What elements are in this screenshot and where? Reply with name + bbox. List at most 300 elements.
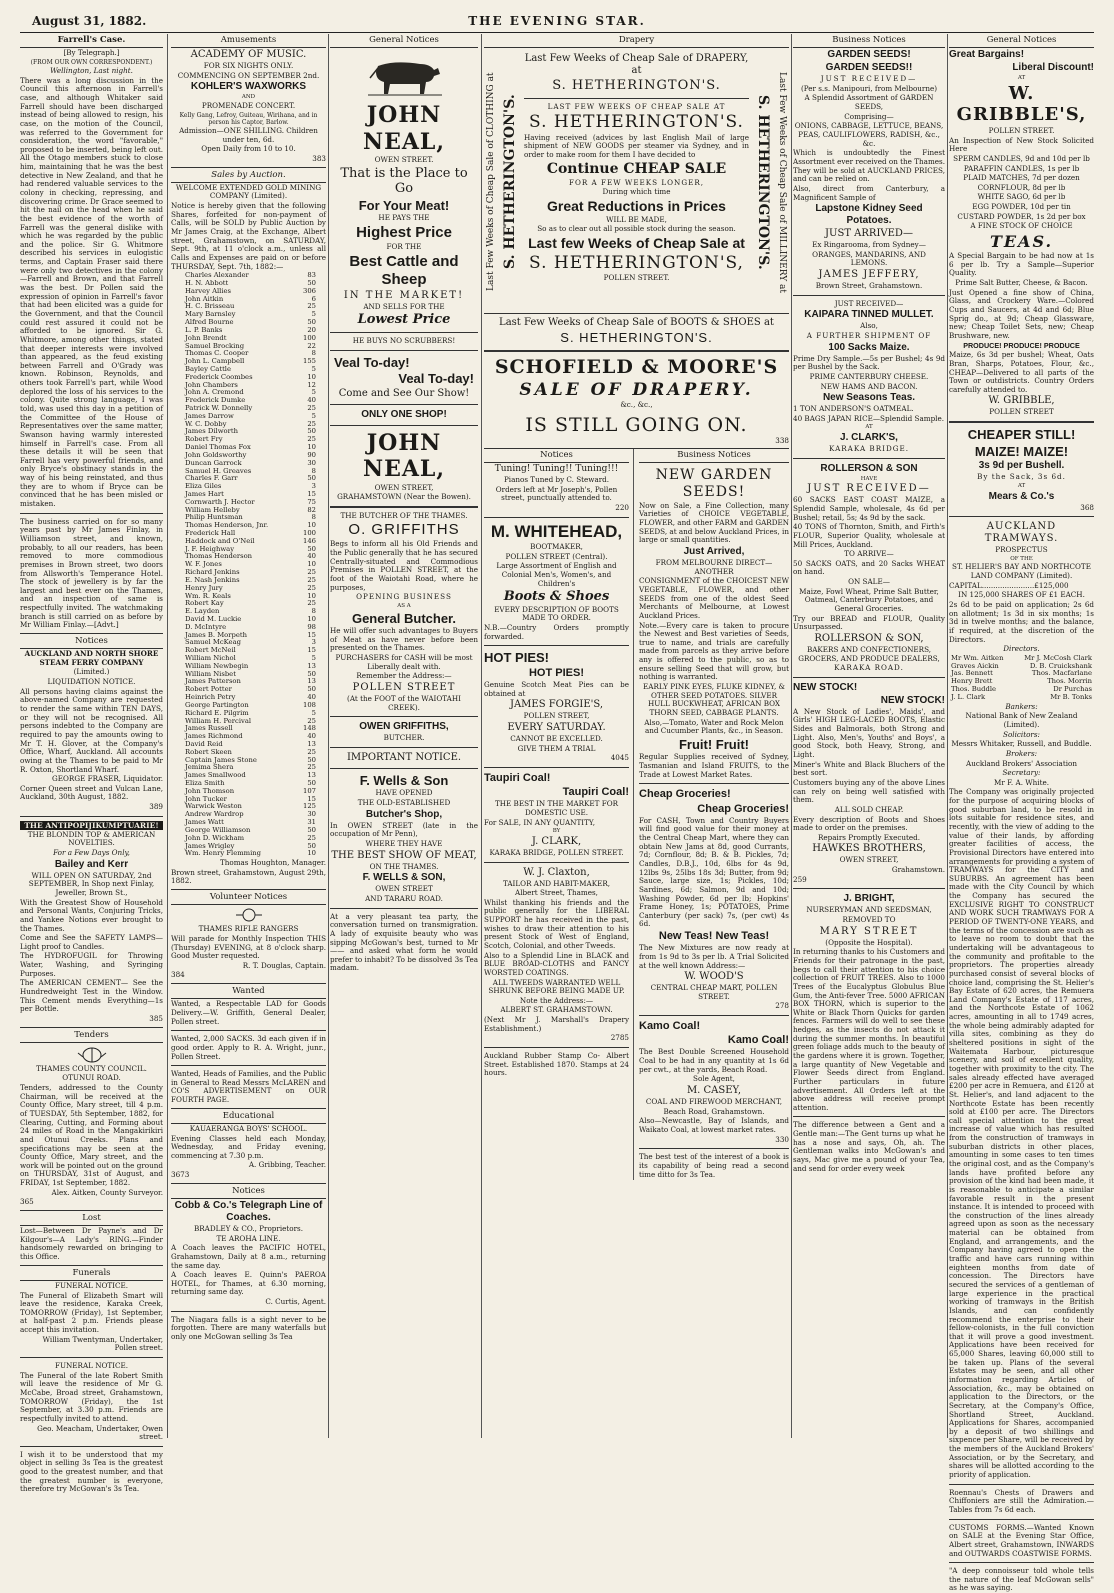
prime-cheese: PRIME CANTERBURY CHEESE.: [809, 371, 929, 381]
shareholder-name: Cornwarth J. Hector: [185, 497, 255, 506]
tailor: TAILOR AND HABIT-MAKER,: [502, 878, 611, 888]
st-helier: ST. HELIER'S BAY AND NORTHCOTE LAND COMPANY (Limited).: [952, 562, 1091, 581]
secretary-label: Secretary:: [1002, 768, 1041, 778]
share-count: 8: [311, 466, 316, 475]
advert-number: 389: [149, 802, 163, 812]
divider: [20, 1446, 163, 1447]
come-and-see: Come and See Our Show!: [338, 387, 470, 399]
bank-name: National Bank of New Zealand (Limited).: [965, 711, 1078, 729]
divider: [330, 747, 478, 748]
cobb-title: Cobb & Co.'s Telegraph Line of Coaches.: [174, 1199, 323, 1223]
byline: [By Telegraph.]: [63, 48, 120, 58]
last-few-drapery: Last Few Weeks of Cheap Sale of DRAPERY, at: [524, 53, 749, 77]
new-hams: NEW HAMS AND BACON.: [820, 381, 918, 391]
funeral-body: The Funeral of the late Robert Smith will leave the residence of Mr G. McCabe, Broad street, Grahamstown, TOMORROW (Friday), the 1st September, at 3.30 p.m. Friends are respectfully invited to attend.: [20, 1370, 163, 1423]
newspaper-title: THE EVENING STAR.: [468, 14, 646, 28]
share-count: 5: [311, 364, 316, 373]
splendid-assortment: A Splendid Assortment of GARDEN SEEDS,: [804, 93, 934, 112]
for-your-meat: For Your Meat!: [358, 197, 450, 213]
veal-today-2: Veal To-day!: [398, 371, 474, 387]
albert-st-graham: ALBERT ST. GRAHAMSTOWN.: [500, 1005, 613, 1015]
divider: [949, 421, 1094, 423]
advert-number: 368: [1080, 502, 1094, 512]
just-arrived: Just Arrived,: [683, 546, 745, 558]
share-count: 40: [307, 552, 316, 561]
important-notice: IMPORTANT NOTICE.: [346, 751, 462, 763]
hetherington-1: S. HETHERINGTON'S.: [552, 78, 721, 94]
brokers-label: Brokers:: [1005, 748, 1038, 758]
director-name: Mr B. Tonks: [1050, 692, 1092, 701]
hetherington-2: S. HETHERINGTON'S.: [529, 112, 744, 133]
have-opened: HAVE OPENED: [375, 788, 433, 798]
gribble-title-2: W. GRIBBLE,: [988, 395, 1055, 407]
antipo-banner: THE ANTIPOPIJIKUMPTUARIE!: [20, 821, 163, 830]
section-header-general: General Notices: [330, 34, 478, 48]
welcome-company: WELCOME EXTENDED GOLD MINING COMPANY (Limited).: [175, 182, 322, 201]
director-name: J. L. Clark: [951, 692, 986, 701]
advantages: He will offer such advantages to Buyers of Meat as have never before been presented on the Thames.: [330, 626, 478, 653]
share-count: 82: [307, 505, 316, 514]
ferry-company-title: AUCKLAND AND NORTH SHORE STEAM FERRY COMPANY: [24, 649, 159, 667]
funeral-signature: Geo. Meacham, Undertaker, Owen street.: [37, 1423, 163, 1442]
bright-body: In returning thanks to his Customers and Friends for their patronage in the past, begs to call their attention to his choice collection of FRUIT TREES. Also to 1000 Trees of the Eucalyptus Globulus Blue Gum, the Anti-fever Tree. 5000 AFRICAN BOX THORN, which is superior to the White or Black Thorn Quicks for garden fences. Farmers will do well to see these hedges, as the insects do not attack it during the summer months. In beautiful green foliage adds much to the beauty of the gardens where it is grown. Together, a large quantity of New Vegetable and Flower Seeds direct from England. Further particulars in future advertisement. All Orders left at the above address will receive prompt attention.: [793, 947, 945, 1112]
whilst-thanking: Whilst thanking his friends and the public generally for the LIBERAL SUPPORT he has received in the past, wishes to draw their attention to his present Stock of West of England, Scotch, Colonial, and other Tweeds.: [484, 897, 629, 950]
share-count: 5: [311, 708, 316, 717]
share-count: 31: [307, 818, 316, 827]
liquidation-title: LIQUIDATION NOTICE.: [47, 677, 136, 687]
to-arrive: TO ARRIVE—: [844, 549, 894, 559]
as-a: AS A: [397, 602, 411, 609]
shareholder-row: [171, 850, 326, 858]
divider: [330, 506, 478, 508]
share-count: 50: [307, 474, 316, 483]
lowest-price: Lowest Price: [357, 312, 451, 328]
section-header-funerals: Funerals: [20, 1265, 163, 1281]
shareholder-name: James Wrigley: [185, 841, 235, 850]
foot-of-creek: (At the FOOT of the WAIOTAHI CREEK).: [347, 693, 461, 712]
last-few-inner: LAST FEW WEEKS OF CHEAP SALE AT: [547, 101, 726, 111]
masthead: [0, 0, 1114, 38]
schofield-title: SCHOFIELD & MOORE'S: [494, 355, 779, 378]
bailey-kerr-title: Bailey and Kerr: [54, 858, 129, 870]
share-count: 5: [311, 411, 316, 420]
safety-lamps: Come and See the SAFETY LAMPS—Light proof to Candles.: [20, 933, 163, 951]
bakers: BAKERS AND CONFECTIONERS, GROCERS, AND PRODUCE DEALERS,: [798, 644, 940, 663]
section-header-tenders: Tenders: [20, 1027, 163, 1043]
boots-line: Last Few Weeks of Cheap Sale of BOOTS & SHOES at: [499, 317, 774, 329]
kaipara-mullet: KAIPARA TINNED MULLET.: [804, 309, 934, 321]
only-one-shop: ONLY ONE SHOP!: [361, 408, 447, 420]
share-count: 15: [307, 794, 316, 803]
admission: Admission—ONE SHILLING. Children under ten, 6d.: [179, 126, 318, 144]
new-garden-seeds: NEW GARDEN SEEDS!: [655, 467, 773, 501]
section-header-notices: Notices: [20, 633, 163, 649]
shareholder-name: John Aitkin: [185, 294, 224, 303]
john-neal-title-2: JOHN NEAL,: [362, 429, 446, 483]
welcome-body: Notice is hereby given that the following Shares, forfeited for non-payment of Calls, will be SOLD by Public Auction by Mr James Craig, at the Exchange, Albert street, Grahamstown, on SATURDAY, Sept. 9th, at 11 o'clock a.m., unless all Calls and Expenses are paid on or before THURSDAY, Sept. 7th, 1882:—: [171, 201, 326, 271]
tender-body: Tenders, addressed to the County Chairman, will be received at the County Office, Mary street, till 4 p.m. of TUESDAY, 5th September, 1882, for Clearing, Cutting, and Forming about 24 miles of Road in the Mangakirikiri and Otunui Creeks. Plans and specifications may be seen at the County Office, Mary street, and the work will be pointed out on the ground on THURSDAY, 31st of August, and FRIDAY, 1st September, 1882.: [20, 1083, 163, 1188]
company-body: The Company was originally projected for the purpose of acquiring blocks of good suburban land, to be resold in lots suitable for residence sites, and recently, with the view of adding to the value of their lands, by affording greater facilities of access, the Provisional Directors have entered into arrangements for providing a system of TRAMWAYS for the CITY and SUBURBS. An agreement has been made with the City Council by which the Company has secured the EXCLUSIVE RIGHT TO CONSTRUCT AND WORK SUCH TRAMWAYS FOR A PERIOD OF TWENTY-ONE YEARS, and the terms of the concession are such as to leave no room to doubt that the undertaking will be advantageous to the community and profitable to the proprietors. The properties already purchased consist of several blocks of choice land, comprising the St. Helier's Bay Estate of 620 acres, the Remuera Land Company's Estate of 117 acres, and the Northcote Estate of 1062 acres, amounting in all to 1749 acres, the whole being admirably adapted for villa sites, combining as they do sheltered positions in sight of the Waitemata Harbour, picturesque scenery, and soil of excellent quality, together with proximity to the city. The sales already effected have averaged £200 per acre in Remuera, and £120 at St. Helier's, and land adjacent to the Northcote Estate has been recently sold at £100 per acre. The Directors call special attention to the great increase of value which has resulted from the construction of tramways in suburban districts in other places, amounting in some cases to ten times the original cost, and as the Company's lands have profited before any provision of the kind had been made, it is reasonable to anticipate a similar favorable result in the present instance. It is intended to proceed with the construction of the lines already agreed upon as soon as the necessary material can be obtained from England, and arrangements, and the Company having agreed to open the traffic and have cars running within eighteen months from date of concession. The Directors have secured the services of a gentleman of large experience in the practical working of tramways in the British Islands, and can confidently recommend the enterprise to their fellow-colonists, in the full conviction that it will prove a good investment. Applications have been received for 65,000 Shares, leaving 60,000 still to be taken up. Plans of the several Estates may be seen, and all other information regarding Articles of Association, &c., may be obtained on application to the Directors, or the Secretary, at the Company's Office, Shortland Street, Auckland. Applications for Shares, accompanied by a deposit of two shillings and sixpence per Share, will be received by the members of the Auckland Brokers' Association, or by the Secretary, and shares will be allotted according to the priority of application.: [949, 787, 1094, 1480]
bankers-label: Bankers:: [1005, 701, 1038, 711]
cornflour: CORNFLOUR, 8d per lb: [977, 182, 1066, 192]
bright-title: J. BRIGHT,: [843, 893, 895, 905]
in-owen-street: In OWEN STREET (late in the occupation of Mr Penn),: [330, 820, 478, 839]
shareholder-name: Frederick Dumke: [185, 396, 246, 405]
sole-agent: Sole Agent,: [693, 1074, 735, 1084]
advert-number: 4045: [610, 753, 629, 763]
section-header-notices: Notices: [484, 449, 629, 463]
section-header-volunteer: Volunteer Notices: [171, 889, 326, 905]
shareholder-name: John D. Wickham: [185, 833, 245, 842]
rubber-stamp: Auckland Rubber Stamp Co- Albert Street. Established 1870. Stamps at 24 hours.: [484, 1051, 629, 1078]
shareholder-name: L. P. Banks: [185, 325, 223, 334]
share-count: 10: [307, 560, 316, 569]
director-list: [949, 655, 1094, 702]
remember-address: Remember the Address:—: [356, 671, 452, 681]
new-stock-body: A New Stock of Ladies', Maids', and Girls' HIGH LEG-LACED BOOTS, Elastic Sides and Balmorals, both Strong and Light. Also, Men's, Youths' and Boys', a good Stock, both Heavy, Strong, and Light.: [793, 706, 945, 760]
advert-number: 3673: [171, 1170, 190, 1180]
shareholder-list: [171, 272, 326, 858]
share-count: 306: [303, 286, 316, 295]
oats-wheat: 50 SACKS OATS, and 20 Sacks WHEAT on hand.: [793, 558, 945, 577]
coach-signature: C. Curtis, Agent.: [265, 1297, 326, 1307]
shareholder-name: James Smallwood: [185, 771, 246, 780]
divider: [171, 1030, 326, 1031]
divider: [330, 404, 478, 405]
share-count: 148: [303, 724, 316, 733]
japan-rice: 40 BAGS JAPAN RICE—Splendid Sample.: [793, 413, 945, 423]
shareholder-name: Wm. Henry Flemming: [185, 849, 262, 858]
column-3: [330, 34, 478, 1438]
byline-source: (FROM OUR OWN CORRESPONDENT.): [30, 58, 153, 66]
divider: [949, 1484, 1094, 1485]
cheap-groceries: Cheap Groceries!: [639, 788, 731, 801]
old-established: THE OLD-ESTABLISHED: [357, 798, 451, 808]
share-count: 25: [307, 716, 316, 725]
all-tweeds: ALL TWEEDS WARRANTED WELL SHRUNK BEFORE BEING MADE UP.: [488, 977, 625, 996]
shareholder-name: Frederick Coombes: [185, 372, 253, 381]
shareholder-name: Charles Alexander: [185, 271, 249, 280]
divider: [793, 458, 945, 459]
directors-label: Directors.: [1003, 644, 1040, 654]
share-count: 40: [307, 732, 316, 741]
shareholder-name: Alfred Bourne: [185, 318, 234, 327]
tender-signature: Alex. Aitken, County Surveyor.: [51, 1187, 163, 1197]
just-received-2: JUST RECEIVED—: [834, 298, 904, 308]
pollen-st: POLLEN STREET,: [523, 711, 590, 721]
county-council-title: THAMES COUNTY COUNCIL.: [36, 1063, 147, 1073]
shareholder-name: James Watt: [185, 818, 224, 827]
new-mixtures: The New Mixtures are now ready at from 1s 9d to 3s per lb. A Trial Solicited at the well known Address:—: [639, 943, 789, 970]
cow-icon: [364, 52, 444, 98]
orders-left: Orders left at Mr Joseph's, Pollen street, punctually attended to.: [495, 484, 618, 503]
sperm-candles: SPERM CANDLES, 9d and 10d per lb: [953, 153, 1090, 163]
shareholder-name: W. C. Dobby: [185, 419, 227, 428]
share-count: 146: [303, 536, 316, 545]
divider: [330, 350, 478, 351]
give-trial: GIVE THEM A TRIAL: [517, 743, 596, 753]
that-is-place: That is the Place to Go: [340, 165, 468, 197]
share-count: 10: [307, 591, 316, 600]
best-double: The Best Double Screened Household Coal to be had in any quantity at 1s 6d per cwt., at the yards, Beach Road.: [639, 1047, 789, 1074]
share-count: 25: [307, 763, 316, 772]
pollen-central: POLLEN STREET (Central).: [505, 551, 608, 561]
notices-subcolumn: [484, 449, 634, 1180]
taupiri-coal: Taupiri Coal!: [484, 771, 551, 784]
article-body: There was a long discussion in the Council this afternoon in Farrell's case, and although Whitaker said Farrell should have been discharged instead of being allowed to resign, his case, on the motion of the Council, was referred to the Government for consideration, the word "favorable," proposed to be inserted, being left out. All the Otago members stuck to close him, maintaining that he was the best detective in New Zealand, and that he had rendered valuable services to the colony in checking, repressing, and discovering crime. Dr Grace seemed to hit the nail on the head when he said the best evidence of the worth of Farrell was the general dislike with which he was regarded by the public and the police. Sir G. Whitmore described his services in eulogistic terms, and Captain Fraser said there were only two detectives in the colony—Farrell and Brown, and that Farrell was the best. Dr Pollen said the expression of opinion in Farrell's favor that had been elicited was a guide for the Government, and that the Council could rest assured it could not be afforded to be ignored. Sir G. Whitmore, among other things, stated that deeper interests were involved than appeared, as the feud existing between Farrell and O'Grady was known. Robinson, Reynolds, and others took Farrell's part, while Wood deplored the loss of his services to the colony. Quite strong language, I was told, was used this day in a petition of the Committee of the House of Representatives over the same matter, Swanson having warmly interested himself in Farrell's case. From all these details it will be seen that Farrell has very powerful friends, and only Bryce's obstinacy stands in the way of his being reinstated, and thus they are to whom if Bryce can be convinced that he has been misled or mistaken.: [20, 75, 163, 509]
share-count: 50: [307, 685, 316, 694]
shareholder-name: James Hart: [185, 489, 224, 498]
pollen-street: POLLEN STREET: [352, 681, 456, 693]
blondin-title: THE BLONDIN TOP & AMERICAN NOVELTIES.: [27, 829, 156, 848]
kamo-coal: Kamo Coal!: [639, 1020, 701, 1033]
pollen-street: POLLEN STREET.: [603, 273, 670, 283]
new-teas: New Teas! New Teas!: [658, 930, 770, 943]
continue-cheap-sale: Continue CHEAP SALE: [546, 160, 727, 177]
at-word: AT: [865, 424, 873, 431]
section-header-notices: Notices: [171, 1183, 326, 1199]
for-sale-quantity: For SALE, IN ANY QUANTITY,: [484, 817, 596, 827]
divider: [330, 425, 478, 426]
owen-street: OWEN STREET.: [374, 154, 434, 164]
wood-title: W. WOOD'S: [684, 971, 744, 983]
on-sale: ON SALE—: [848, 577, 890, 587]
shareholder-name: Patrick W. Donnelly: [185, 404, 253, 413]
hydrofugil: The HYDROFUGIL for Throwing Water, Washing, and Syringing Purposes.: [20, 951, 163, 978]
advert-number: 365: [20, 1197, 34, 1207]
liquidation-address: Corner Queen street and Vulcan Lane, Auckland, 30th August, 1882.: [20, 783, 163, 802]
paraffin-candles: PARAFFIN CANDLES, 1s per lb: [963, 163, 1080, 173]
share-count: 50: [307, 825, 316, 834]
share-count: 13: [307, 661, 316, 670]
otunui-road: OTUNUI ROAD.: [62, 1073, 121, 1083]
divider: [20, 816, 163, 817]
sale-of-drapery: SALE OF DRAPERY.: [519, 379, 754, 400]
further-shipment: A FURTHER SHIPMENT OF: [806, 331, 932, 340]
shareholder-name: Frederick Hall: [185, 529, 236, 538]
kelly-gang: Kelly Gang, Lefroy, Guiteau, Wirihana, and in person his Captor, Barlow.: [179, 111, 318, 126]
share-count: 75: [307, 497, 316, 506]
owen-street-2: OWEN STREET,: [374, 482, 434, 492]
wanted-lad: Wanted, a Respectable LAD for Goods Delivery.—W. Griffith, General Dealer, Pollen street.: [171, 999, 326, 1026]
director-name: Thos. Macfarlane: [1031, 669, 1092, 678]
now-on-sale: Now on Sale, a Fine Collection, many Varieties of CHOICE VEGETABLE, FLOWER, and other FARM and GARDEN SEEDS, at and below Auckland Prices, in large or small quantities.: [639, 500, 789, 545]
casey-title: M. CASEY,: [686, 1085, 742, 1097]
share-count: 107: [303, 786, 316, 795]
liberal-discount: Liberal Discount!: [1012, 62, 1094, 74]
divider: [949, 1562, 1094, 1563]
share-count: 40: [307, 693, 316, 702]
cheaper-still: CHEAPER STILL!: [967, 427, 1076, 443]
rifle-body: Will parade for Monthly Inspection THIS (Thursday) EVENING, at 8 o'clock sharp. Good Muster requested.: [171, 933, 326, 961]
bootmaker: BOOTMAKER,: [530, 541, 583, 551]
ringarooma: Ex Ringarooma, from Sydney—: [812, 240, 926, 250]
butcher-of-thames: THE BUTCHER OF THE THAMES.: [340, 510, 468, 520]
column-rule: [167, 34, 168, 1438]
open-daily: Open Daily from 10 to 10.: [201, 144, 296, 154]
section-header-general: General Notices: [949, 34, 1094, 48]
mears-title: Mears & Co.'s: [988, 490, 1055, 502]
crest-icon: [75, 1045, 109, 1063]
shareholder-name: E. Layden: [185, 607, 220, 616]
share-count: 40: [307, 396, 316, 405]
payable: 2s 6d to be paid on application; 2s 6d on allotment; 1s 3d in six months; 1s 3d in twelve months; and the balance, if required, at the discretion of the Directors.: [949, 599, 1094, 644]
advert-number: 383: [312, 154, 326, 163]
divider: [639, 1148, 789, 1149]
column-6: [949, 34, 1094, 1593]
section-header-sales: Sales by Auction.: [171, 167, 326, 183]
white-sago: WHITE SAGO, 6d per lb: [977, 192, 1066, 202]
shareholder-name: Captain James Stone: [185, 755, 257, 764]
in-market: IN THE MARKET!: [343, 289, 465, 301]
shareholder-name: H. N. Abbott: [185, 279, 229, 288]
shareholder-name: John Chambers: [185, 380, 238, 389]
divider: [20, 513, 163, 514]
having-received: Having received (advices by last English Mail of large shipment of NEW GOODS per steamer via Sydney, and in order to make room for them I have decided to: [524, 132, 749, 160]
just-opened: Just Opened a fine show of China, Glass, and Crockery Ware.—Colored Cups and Saucers, at 4d and 6d; Blue Sprig do., at 9d; Cheap Glassware, new; Cheap Toilet Sets, new; Cheap Brushware, new.: [949, 287, 1094, 340]
every-saturday: EVERY SATURDAY.: [507, 722, 606, 734]
melbourne-direct: FROM MELBOURNE DIRECT—ANOTHER: [655, 558, 773, 576]
whitehead-title: M. WHITEHEAD,: [490, 521, 623, 541]
hot-pies-2: HOT PIES!: [528, 666, 584, 679]
consignment: CONSIGNMENT of the CHOICEST NEW VEGETABLE, FLOWER, and other SEEDS from one of the oldest Seed Merchants of Melbourne, at Lowest Auckland Prices.: [639, 576, 789, 620]
advert-number: 259: [793, 874, 807, 884]
opposite-hospital: (Opposite the Hospital).: [825, 937, 913, 947]
share-count: 50: [307, 544, 316, 553]
fine-stock: A FINE STOCK OF CHOICE: [970, 221, 1073, 231]
roennau: Roennau's Chests of Drawers and Chiffoniers are still the Admiration.—Tables from 7s 6d each.: [949, 1487, 1094, 1514]
share-count: 155: [303, 357, 316, 366]
clark-title: J. CLARK,: [531, 835, 582, 847]
shareholder-name: William Nichol: [185, 654, 236, 663]
few-days: For a Few Days Only,: [53, 848, 130, 858]
funeral-signature: William Twentyman, Undertaker, Pollen street.: [42, 1334, 163, 1353]
divider: [524, 98, 749, 99]
egg-powder: EGG POWDER, 10d per tin: [972, 202, 1071, 212]
tramways-title: AUCKLAND TRAMWAYS.: [984, 521, 1059, 545]
bailey-body: With the Greatest Show of Household and Personal Wants, Conjuring Tricks, and Yankee Notions ever brought to the Thames.: [20, 897, 163, 933]
special-bargain: A Special Bargain to be had now at 1s 6 per lb. Try a Sample—Superior Quality.: [949, 251, 1094, 278]
central-mart: CENTRAL CHEAP MART, POLLEN STREET.: [650, 983, 778, 1001]
also-word: Also,: [860, 321, 878, 331]
prospectus: PROSPECTUS: [995, 545, 1048, 555]
shareholder-name: W. F. Jones: [185, 560, 222, 569]
section-header-drapery: Drapery: [484, 34, 789, 48]
share-count: 50: [307, 318, 316, 327]
advert-number: 330: [775, 1134, 789, 1144]
divider: [949, 1519, 1094, 1520]
still-going-on: IS STILL GOING ON.: [525, 413, 748, 436]
share-count: 10: [307, 521, 316, 530]
sells-for: AND SELLS FOR THE: [363, 301, 445, 311]
bailey-open: WILL OPEN ON SATURDAY, 2nd SEPTEMBER, In Shop next Finlay, Jeweller, Brown St.,: [28, 870, 155, 897]
shareholder-name: Andrew Wardrop: [185, 810, 244, 819]
shareholder-name: George Williamson: [185, 825, 251, 834]
have-word: HAVE: [860, 475, 878, 482]
wanted-sacks: Wanted, 2,000 SACKS. 3d each given if in good order. Apply to R. A. Wright, junr., Pollen Street.: [171, 1034, 326, 1061]
maize-line: Maize, 6s 3d per bushel; Wheat, Oats Bran, Sharps, Potatoes, Flour, &c., CHEAP—Delivered to all parts of the Town or outdistricts. Country Orders carefully attended to.: [949, 350, 1094, 394]
comprising: Comprising—: [844, 111, 894, 121]
mary-street: MARY STREET: [819, 925, 919, 937]
of-the: OF THE: [1010, 555, 1033, 562]
highest-price: Highest Price: [356, 224, 452, 242]
custard-powder: CUSTARD POWDER, 1s 2d per box: [957, 211, 1086, 221]
lapstone: Lapstone Kidney Seed Potatoes.: [815, 203, 923, 227]
section-header-educational: Educational: [171, 1108, 326, 1124]
regular-supplies: Regular Supplies received of Sydney, Tasmanian and Island FRUITS, to the Trade at Lowest Market Rates.: [639, 752, 789, 779]
shareholder-name: D. McIntyre: [185, 622, 227, 631]
country-orders: N.B.—Country Orders promptly forwarded.: [484, 623, 629, 641]
share-count: 10: [307, 443, 316, 452]
by-sack: By the Sack, 3s 6d.: [977, 472, 1066, 482]
shareholder-name: Robert McNeil: [185, 646, 236, 655]
divider: [484, 645, 629, 646]
secretary-name: Mr F. A. White.: [993, 777, 1050, 787]
share-count: 50: [307, 755, 316, 764]
best-show-meat: THE BEST SHOW OF MEAT,: [331, 849, 477, 861]
shareholder-name: Duncan Garrock: [185, 458, 242, 467]
share-signature: Thomas Houghton, Manager.: [219, 858, 326, 868]
connoisseur-note: "A deep connoisseur told whole tells the nature of the leaf McGowan sells" as he was saying.: [949, 1566, 1094, 1593]
divider: [171, 1065, 326, 1066]
shareholder-name: Samuel Brocking: [185, 341, 245, 350]
maize-maize: MAIZE! MAIZE!: [974, 443, 1069, 459]
few-weeks-longer: FOR A FEW WEEKS LONGER,: [568, 177, 705, 187]
shareholder-name: E. Nash Jenkins: [185, 575, 240, 584]
divider: [639, 1015, 789, 1016]
section-header-amusements: Amusements: [171, 34, 326, 48]
capital: CAPITAL.......................£125,000: [949, 580, 1069, 590]
solicitors-label: Solicitors:: [1003, 729, 1040, 739]
forgie-title: JAMES FORGIE'S,: [509, 699, 604, 711]
funeral-title: FUNERAL NOTICE.: [54, 1361, 129, 1371]
share-count: 25: [307, 575, 316, 584]
share-count: 83: [307, 271, 316, 280]
sixty-sacks: 60 SACKS EAST COAST MAIZE, a Splendid Sample, wholesale, 4s 6d per Bushel; retail, 5s; 4s 9d by the sack.: [793, 495, 945, 522]
director-row: [949, 694, 1094, 702]
produce: PRODUCE! PRODUCE! PRODUCE: [963, 340, 1080, 350]
try-bread: Try our BREAD and FLOUR, Quality Unsurpassed.: [793, 613, 945, 632]
share-count: 30: [307, 810, 316, 819]
hetherington-4: S. HETHERINGTON'S.: [560, 330, 713, 346]
share-count: 100: [303, 333, 316, 342]
share-count: 15: [307, 646, 316, 655]
clothing-vertical-text: Last Few Weeks of Cheap Sale of CLOTHING at: [486, 72, 496, 292]
solicitors-name: Messrs Whitaker, Russell, and Buddle.: [951, 739, 1092, 749]
wanted-families: Wanted, Heads of Families, and the Public in General to Read Messrs McLAREN and CO'S ADVERTISEMENT on OUR FOURTH PAGE.: [171, 1069, 326, 1105]
nurseryman: NURSERYMAN AND SEEDSMAN,: [806, 905, 932, 915]
share-count: 13: [307, 771, 316, 780]
shareholder-name: Henry Jury: [185, 583, 223, 592]
share-count: 12: [307, 380, 316, 389]
crest-icon: [232, 907, 266, 923]
wells-title-2: F. WELLS & SON,: [362, 872, 446, 884]
for-the: FOR THE: [386, 242, 422, 252]
school-title: KAUAERANGA BOYS' SCHOOL.: [189, 1123, 308, 1133]
shareholder-name: James Darrow: [185, 411, 234, 420]
and-word: AND: [241, 94, 256, 101]
best-test: The best test of the interest of a book is its capability of being read a second time ditto for 3s Tea.: [639, 1152, 789, 1179]
garden-seeds: GARDEN SEEDS!: [827, 49, 911, 61]
section-header-lost: Lost: [20, 1210, 163, 1226]
director-name: Graves Aickin: [951, 661, 999, 670]
manipouri: (Per s.s. Manipouri, from Melbourne): [800, 83, 938, 93]
share-address: Brown street, Grahamstown, August 29th, 1882.: [171, 867, 326, 886]
cheap-groceries-2: Cheap Groceries!: [697, 802, 789, 815]
etc: &c., &c.,: [620, 399, 653, 409]
karaka-bridge: KARAKA BRIDGE.: [829, 444, 909, 454]
owen-street-3: OWEN STREET: [375, 884, 433, 894]
